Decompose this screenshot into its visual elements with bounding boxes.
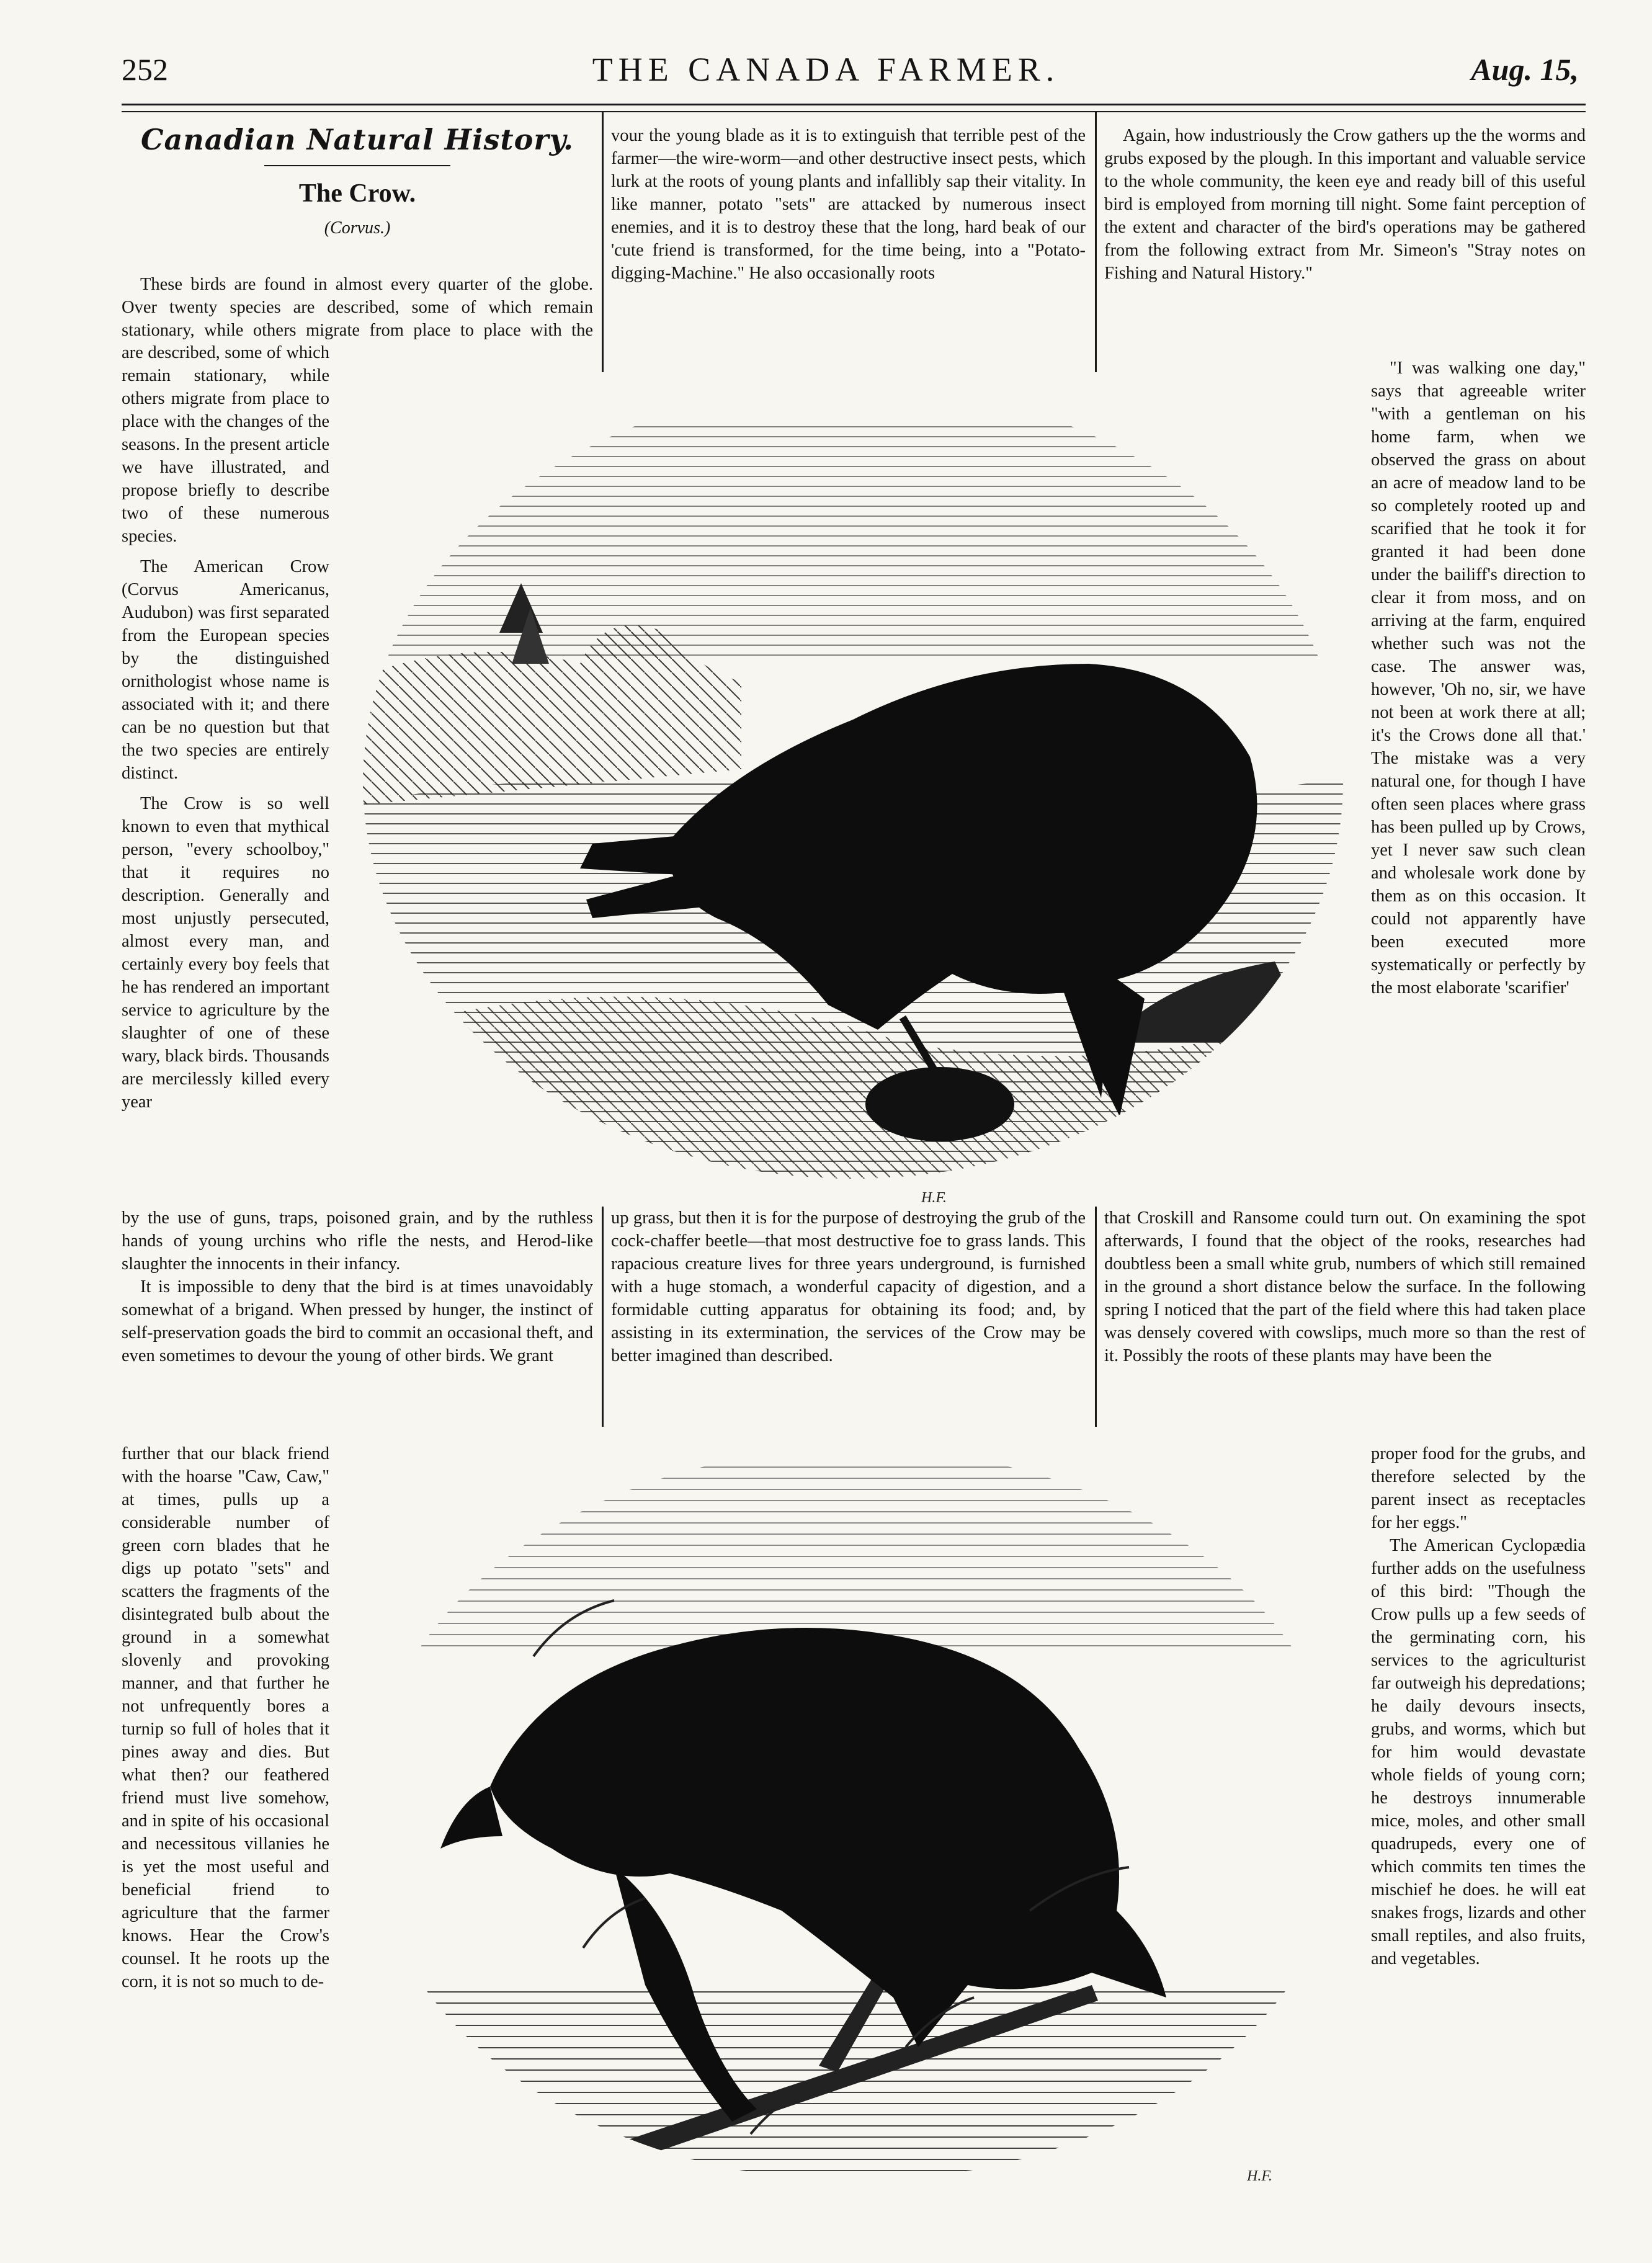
paragraph: further that our black friend with the hoarse "Caw, Caw," at times, pulls up a considerable number of green corn blades that he digs up potato "sets" and scatters the fragments of the disintegrated bulb about the ground in a somewhat slovenly and provoking manner, and that further he not unfrequently bores a turnip so full of holes that it pines away and dies. But what then? our feathered friend must live somehow, and in spite of his occasional and necessitous villanies he is yet the most useful and beneficial friend to agriculture that the farmer knows. Hear the Crow's counsel. It he roots up the corn, it is not so much to de- — [122, 1444, 329, 1991]
short-rule — [264, 165, 450, 166]
department-title: Canadian Natural History. — [140, 123, 574, 156]
page-number: 252 — [122, 52, 168, 87]
crow-illustration-bottom — [347, 1439, 1365, 2190]
header-rule-thin — [122, 111, 1586, 112]
header-rule — [122, 104, 1586, 105]
department-header — [122, 123, 593, 238]
paragraph: vour the young blade as it is to extinguish that terrible pest of the farmer—the wire-worm—and other destructive insect pests, which lurk at the roots of young plants and infallibly sap their vitality. In like manner, potato "sets" are attacked by numerous insect enemies, and it is to destroy these that the long, hard beak of our 'cute friend is transformed, for the time being, into a "Potato-digging-Machine." He also occasionally roots — [611, 126, 1086, 283]
column-rule — [1095, 1207, 1097, 1427]
masthead: THE CANADA FARMER. — [592, 51, 1060, 88]
column-1-narrow — [122, 341, 329, 1203]
column-1-middle — [122, 1207, 593, 1442]
column-3-top — [1104, 124, 1586, 354]
paragraph: up grass, but then it is for the purpose of destroying the grub of the cock-chaffer beetle—that most destructive foe to grass lands. This rapacious creature lives for three years underground, is furnished with a huge stomach, a wonderful capacity of digestion, and a formidable cutting apparatus for obtaining its food; and, by assisting in its extermination, the services of the Crow may be better imagined than described. — [611, 1208, 1086, 1365]
column-1-intro — [122, 273, 593, 341]
column-2-middle — [611, 1207, 1086, 1439]
engraver-signature: H.F. — [1247, 2168, 1272, 2184]
column-rule — [602, 1207, 604, 1427]
crow-branch-engraving — [347, 1439, 1365, 2190]
crow-illustration-top — [344, 372, 1362, 1207]
issue-date: Aug. 15, — [1471, 52, 1579, 87]
paragraph: These birds are found in almost every quarter of the globe. Over twenty species are described, some of which remain stationary, while others migrate from place to place with the — [122, 275, 593, 340]
paragraph: "I was walking one day," says that agreeable writer "with a gentleman on his home farm, when we observed the grass on about an acre of meadow land to be so completely rooted up and scarified that he took it for granted it had been done under the bailiff's direction to clear it from moss, and on arriving at the farm, enquired whether such was not the case. The answer was, however, 'Oh no, sir, we have not been at work there at all; it's the Crows done all that.' The mistake was a very natural one, for though I have often seen places where grass has been pulled up by Crows, yet I never saw such clean and wholesale work done by them as on this occasion. It could not apparently have been executed more systematically or perfectly by the most elaborate 'scarifier' — [1371, 359, 1586, 998]
paragraph: that Croskill and Ransome could turn out. On examining the spot afterwards, I found that the object of the rooks, researches had doubtless been a small white grub, numbers of which still remained in the ground a short distance below the surface. In the following spring I noticed that the part of the field where this had taken place was densely covered with cowslips, much more so than the rest of it. Possibly the roots of these plants may have been the — [1104, 1208, 1586, 1365]
paragraph: It is impossible to deny that the bird is at times unavoidably somewhat of a brigand. When pressed by hunger, the instinct of self-preservation goads the bird to commit an occasional theft, and even sometimes to devour the young of other birds. We grant — [122, 1277, 593, 1365]
crow-ground-engraving — [344, 372, 1362, 1207]
column-3-bottom — [1371, 1442, 1586, 2180]
paragraph: by the use of guns, traps, poisoned grain, and by the ruthless hands of young urchins who rifle the nests, and Herod-like slaughter the innocents in their infancy. — [122, 1208, 593, 1274]
engraver-signature: H.F. — [921, 1190, 947, 1206]
paragraph: The Crow is so well known to even that mythical person, "every schoolboy," that it requires no description. Generally and most unjustly persecuted, almost every man, and certainly every boy feels that he has rendered an important service to agriculture by the slaughter of one of these wary, black birds. Thousands are mercilessly killed every year — [122, 794, 329, 1112]
paragraph: Again, how industriously the Crow gathers up the the worms and grubs exposed by the plough. In this important and valuable service to the whole community, the keen eye and ready bill of this useful bird is employed from morning till night. Some faint perception of the extent and character of the bird's operations may be gathered from the following extract from Mr. Simeon's "Stray notes on Fishing and Natural History." — [1104, 126, 1586, 283]
latin-name: (Corvus.) — [324, 218, 391, 238]
column-2-top — [611, 124, 1086, 363]
paragraph: are described, some of which remain stationary, while others migrate from place to place with the changes of the seasons. In the present article we have illustrated, and propose briefly to describe two of these numerous species. — [122, 343, 329, 546]
column-1-bottom — [122, 1442, 329, 2174]
column-3-side — [1371, 357, 1586, 1207]
paragraph: The American Cyclopædia further adds on the usefulness of this bird: "Though the Crow pulls up a few seeds of the germinating corn, his services to the agriculturist far outweigh his depredations; he daily devours insects, grubs, and worms, which but for him would devastate whole fields of young corn; he destroys innumerable mice, moles, and other small quadrupeds, every one of which commits ten times the mischief he does. he will eat snakes frogs, lizards and other small reptiles, and also fruits, and vegetables. — [1371, 1536, 1586, 1968]
article-title: The Crow. — [298, 179, 416, 208]
paragraph: proper food for the grubs, and therefore selected by the parent insect as receptacles for her eggs." — [1371, 1444, 1586, 1532]
paragraph: The American Crow (Corvus Americanus, Audubon) was first separated from the European species by the distinguished ornithologist whose name is associated with it; and there can be no question but that the two species are entirely distinct. — [122, 557, 329, 783]
column-3-middle — [1104, 1207, 1586, 1439]
